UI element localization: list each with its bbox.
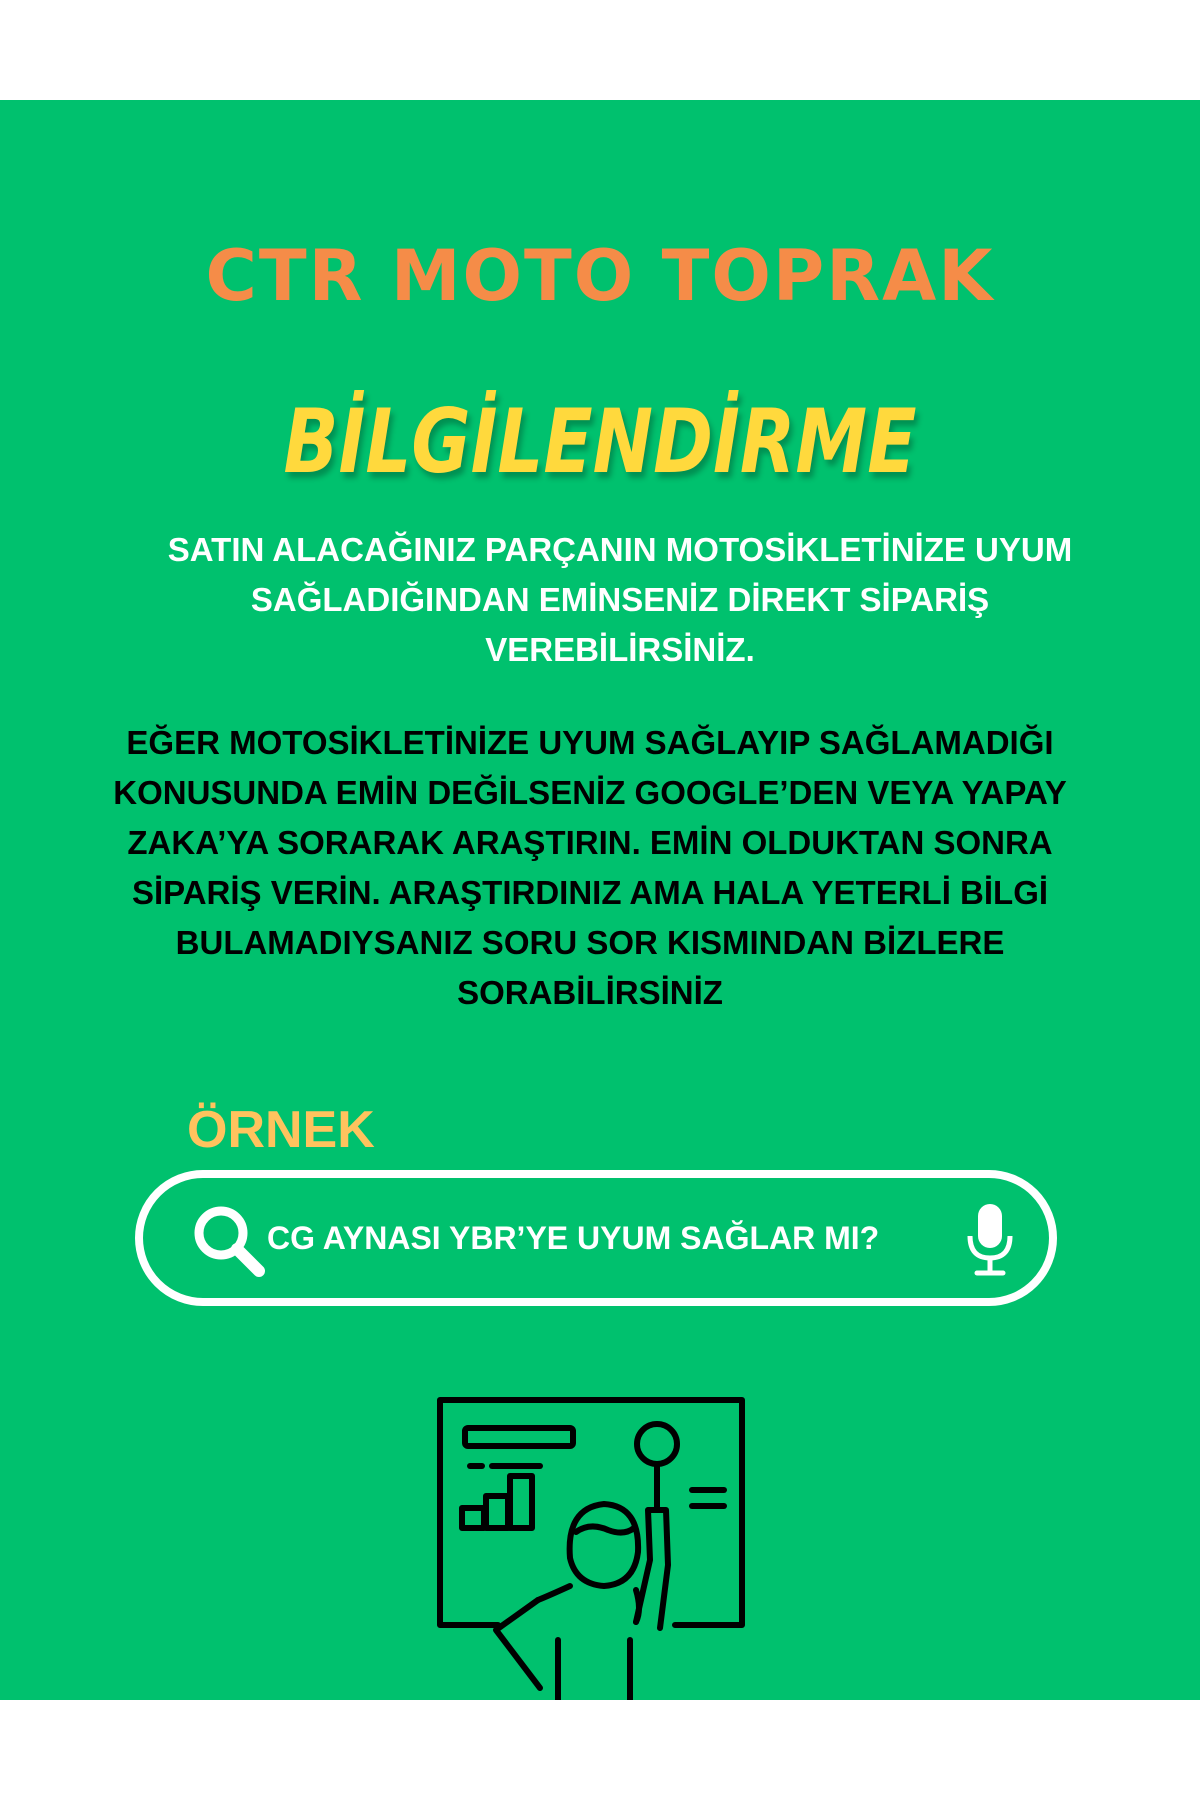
search-icon: [191, 1202, 267, 1278]
example-search-query: CG AYNASI YBR’YE UYUM SAĞLAR MI?: [267, 1220, 880, 1256]
presenter-at-board-icon: [430, 1390, 760, 1700]
microphone-icon: [963, 1202, 1017, 1278]
intro-text: SATIN ALACAĞINIZ PARÇANIN MOTOSİKLETİNİZE UYUM SAĞLADIĞINDAN EMİNSENİZ DİREKT SİPARİŞ VEREBİLİRSİNİZ.: [167, 531, 1073, 668]
info-panel: [0, 100, 1200, 1700]
section-title: BİLGİLENDİRME: [283, 390, 917, 493]
example-search-bar: [135, 1170, 1057, 1306]
warning-text: EĞER MOTOSİKLETİNİZE UYUM SAĞLAYIP SAĞLAMADIĞI KONUSUNDA EMİN DEĞİLSENİZ GOOGLE’DEN VEYA YAPAY ZAKA’YA SORARAK ARAŞTIRIN. EMİN OLDUKTAN SONRA SİPARİŞ VERİN. ARAŞTIRDINIZ AMA HALA YETERLİ BİLGİ BULAMADIYSANIZ SORU SOR KISMINDAN BİZLERE SORABİLİRSİNİZ: [113, 724, 1067, 1011]
example-label: ÖRNEK: [187, 1101, 375, 1159]
brand-title: CTR MOTO TOPRAK: [205, 235, 995, 317]
